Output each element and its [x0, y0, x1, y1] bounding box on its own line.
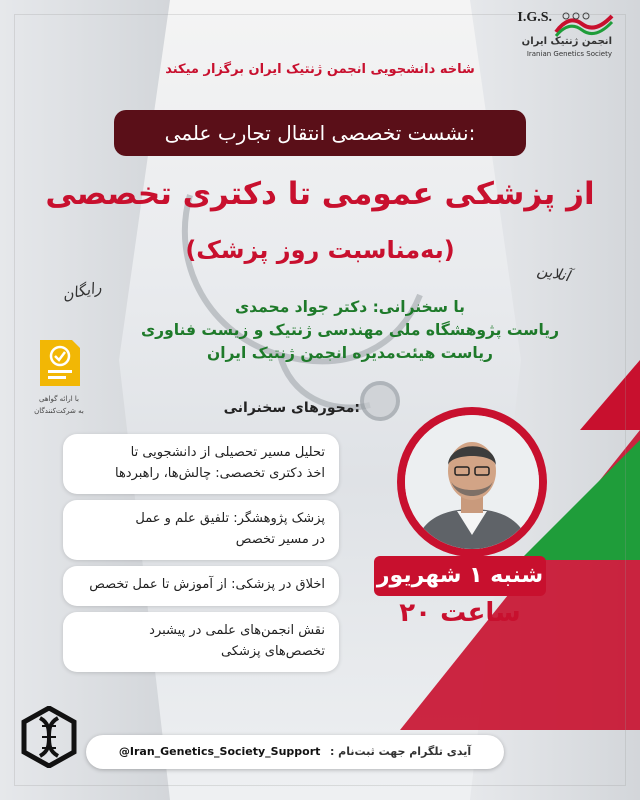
topic-line: پزشک پژوهشگر: تلفیق علم و عمل	[135, 511, 325, 526]
online-tag: آنلاین	[535, 260, 572, 286]
topic-line: اخذ دکتری تخصصی: چالش‌ها، راهبردها	[114, 466, 325, 481]
certificate-badge	[18, 338, 100, 416]
topic-card	[63, 434, 339, 494]
speaker-info	[120, 296, 580, 365]
topic-card	[63, 500, 339, 560]
topic-card	[63, 566, 339, 606]
certificate-icon	[36, 338, 82, 388]
speaker-role-2: ریاست هیئت‌مدیره انجمن ژنتیک ایران	[206, 344, 493, 362]
topic-line: نقش انجمن‌های علمی در پیشبرد	[149, 623, 325, 638]
speaker-portrait	[405, 415, 539, 549]
organizer-line: شاخه دانشجویی انجمن ژنتیک ایران برگزار میکند	[165, 62, 475, 77]
page-title: از پزشکی عمومی تا دکتری تخصصی	[45, 176, 595, 212]
event-date: شنبه ۱ شهریور	[374, 556, 546, 596]
speaker-name: با سخنرانی: دکتر جواد محمدی	[234, 298, 466, 316]
certificate-text-1: با ارائه گواهی	[39, 395, 79, 403]
speaker-photo	[405, 415, 539, 549]
topics-heading: محورهای سخنرانی:	[223, 400, 360, 416]
telegram-label: آیدی تلگرام جهت ثبت‌نام :	[329, 745, 472, 758]
certificate-text-2: به شرکت‌کنندگان	[34, 407, 84, 415]
topic-card	[63, 612, 339, 672]
topic-line: در مسیر تخصص	[235, 532, 325, 547]
event-time: ساعت ۲۰	[399, 598, 521, 628]
igs-logo	[492, 6, 622, 66]
telegram-id-bar	[86, 735, 504, 769]
session-banner: نشست تخصصی انتقال تجارب علمی:	[114, 110, 526, 156]
topic-line: تحلیل مسیر تحصیلی از دانشجویی تا	[130, 445, 325, 460]
free-tag: رایگان	[60, 278, 103, 304]
igs-logo-icon	[554, 10, 614, 38]
logo-name-en: Iranian Genetics Society	[526, 50, 612, 58]
topic-line: تخصص‌های پزشکی	[220, 644, 325, 659]
speaker-role-1: ریاست پژوهشگاه ملی مهندسی ژنتیک و زیست فناوری	[140, 321, 560, 339]
page-subtitle: (به‌مناسبت روز پزشک)	[185, 236, 455, 264]
logo-name-fa: انجمن ژنتیک ایران	[521, 36, 612, 47]
society-emblem-icon	[18, 706, 80, 768]
telegram-handle-link[interactable]: @Iran_Genetics_Society_Support	[118, 745, 321, 758]
topic-line: اخلاق در پزشکی: از آموزش تا عمل تخصص	[89, 577, 325, 592]
logo-igs-text: I.G.S.	[517, 10, 552, 25]
